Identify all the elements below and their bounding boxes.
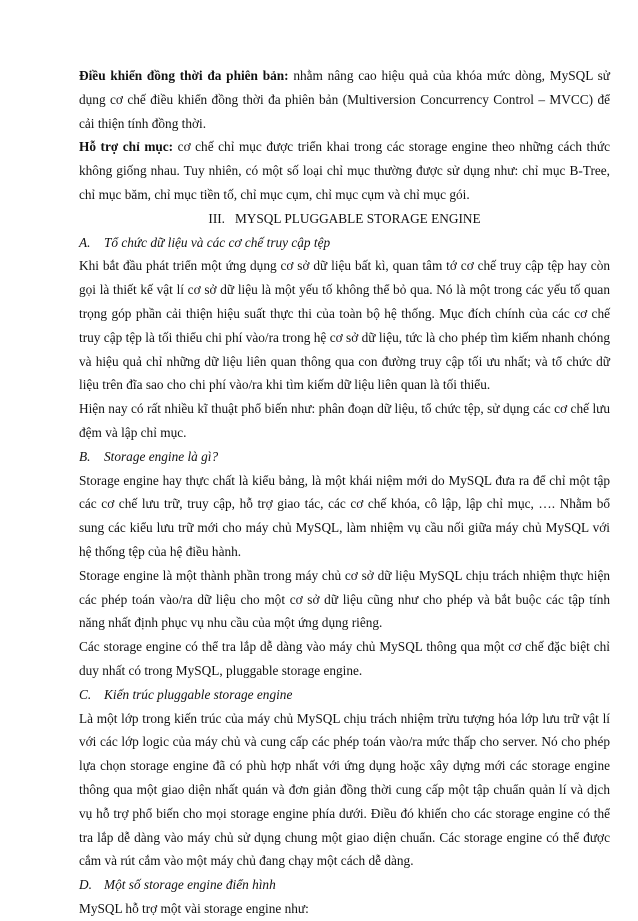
paragraph-architecture: Là một lớp trong kiến trúc của máy chủ MySQL chịu trách nhiệm trừu tượng hóa lớp lưu trữ vật lí với các lớp logic của máy chủ và cung cấp các phép toán vào/ra mức thấp cho server. Nó cho phép lựa chọn storage engine đã có phù hợp nhất với ứng dụng hoặc xây dựng mới các storage engine thông qua một giao diện nhất quán và đơn giản đồng thời cung cấp một tập chuẩn quản lí và dịch vụ hỗ trợ phổ biến cho mọi storage engine phía dưới. Điều đó khiến cho các storage engine có thể tra lắp dễ dàng vào máy chủ sử dụng chung một giao diện chuẩn. Các storage engine có thể được cắm và rút cắm vào một máy chủ đang chạy một cách dễ dàng. [79,710,610,869]
paragraph-mvcc-text: nhằm nâng cao hiệu quả của khóa mức dòng, MySQL sử dụng cơ chế điều khiển đồng thời đa phiên bản (Multiversion Concurrency Control – MVCC) để cải thiện tính đồng thời. [79,68,610,131]
subsection-title-c: Kiến trúc pluggable storage engine [104,686,293,702]
subsection-title-d: Một số storage engine điển hình [104,877,276,893]
paragraph-mvcc [79,64,610,135]
subsection-number-c: C. [79,686,92,702]
paragraph-pluggable: Các storage engine có thể tra lắp dễ dàng vào máy chủ MySQL thông qua một cơ chế đặc biệt chỉ duy nhất có trong MySQL, pluggable storage engine. [79,639,610,678]
term-index-support: Hỗ trợ chỉ mục: [79,139,174,155]
subsection-number-a: A. [79,234,91,250]
subsection-title-a: Tổ chức dữ liệu và các cơ chế truy cập tệp [104,234,331,250]
subsection-heading-b [79,445,610,469]
paragraph-index-support [79,135,610,206]
section-title: III. MYSQL PLUGGABLE STORAGE ENGINE [208,210,481,226]
paragraph-storage-engine-definition: Storage engine hay thực chất là kiểu bảng, là một khái niệm mới do MySQL đưa ra để chỉ một tập các cơ chế lưu trữ, truy cập, hỗ trợ giao tác, các cơ chế khóa, cô lập, lập chỉ mục, …. Nhằm bổ sung các kiểu lưu trữ mới cho máy chủ MySQL, làm nhiệm vụ cầu nối giữa máy chủ MySQL với hệ thống tệp của hệ điều hành. [79,472,610,559]
paragraph-storage-engine-component: Storage engine là một thành phần trong máy chủ cơ sở dữ liệu MySQL chịu trách nhiệm thực hiện các phép toán vào/ra dữ liệu cho một cơ sở dữ liệu cũng như cho phép và bắt buộc các tập tính năng nhất định phục vụ nhu cầu của một ứng dụng riêng. [79,567,610,631]
subsection-heading-d [79,873,610,897]
document-page [79,64,610,921]
subsection-heading-a [79,231,610,255]
paragraph-supported-engines: MySQL hỗ trợ một vài storage engine như: [79,900,309,916]
subsection-title-b: Storage engine là gì? [104,448,219,464]
term-mvcc: Điều khiển đồng thời đa phiên bản: [79,68,289,83]
paragraph-techniques: Hiện nay có rất nhiều kĩ thuật phổ biến như: phân đoạn dữ liệu, tổ chức tệp, sử dụng các cơ chế lưu đệm và lập chỉ mục. [79,401,610,440]
subsection-heading-c [79,683,610,707]
paragraph-index-support-text: cơ chế chỉ mục được triển khai trong các storage engine theo những cách thức không giống nhau. Tuy nhiên, có một số loại chỉ mục thường được sử dụng như: chỉ mục B-Tree, chỉ mục băm, chỉ mục tiền tố, chỉ mục cụm, chỉ mục cụm và chỉ mục gói. [79,139,611,202]
subsection-number-b: B. [79,448,91,464]
subsection-number-d: D. [79,877,92,893]
paragraph-file-access: Khi bắt đầu phát triển một ứng dụng cơ sở dữ liệu bất kì, quan tâm tớ cơ chế truy cập tệp hay còn gọi là thiết kế vật lí cơ sở dữ liệu là một yếu tố không thể bỏ qua. Nó là một trong các yếu tố quan trọng góp phần cải thiện hiệu suất thực thi của toàn bộ hệ thống. Mục đích chính của các cơ chế truy cập tệp là tối thiểu chi phí vào/ra trong hệ cơ sở dữ liệu, tức là cho phép tìm kiếm nhanh chóng và hiệu quả chỉ những dữ liệu liên quan thông qua con đường truy cập tối ưu nhất; và tổ chức dữ liệu trên đĩa sao cho chi phí vào/ra khi tìm kiếm dữ liệu liên quan là tối thiểu. [79,258,610,393]
